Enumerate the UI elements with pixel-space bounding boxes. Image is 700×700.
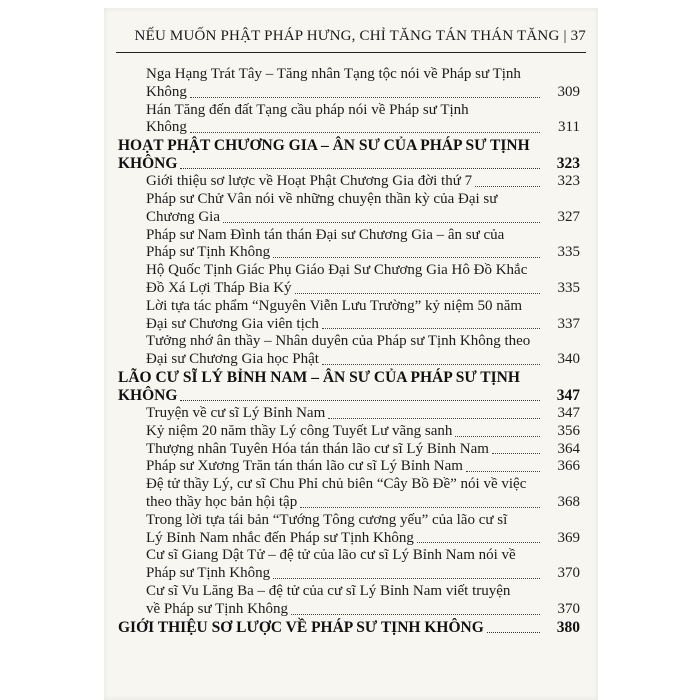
toc-leader-dots [273, 257, 540, 258]
toc-entry-title-line: Hộ Quốc Tịnh Giác Phụ Giáo Đại Sư Chương Gia Hô Đồ Khắc [146, 262, 528, 279]
toc-page-number: 347 [556, 386, 580, 404]
toc-page-number: 337 [557, 315, 580, 332]
toc-entry-title-line: Giới thiệu sơ lược về Hoạt Phật Chương Gia đời thứ 7 [146, 173, 473, 190]
toc-entry-title-line: Nga Hạng Trát Tây – Tăng nhân Tạng tộc nói về Pháp sư Tịnh [146, 66, 521, 82]
toc-section-heading [116, 137, 586, 173]
toc-entry-title-line: Pháp sư Chử Vân nói về những chuyện thần kỳ của Đại sư [146, 190, 498, 207]
toc-entry-title-line: Truyện về cư sĩ Lý Bỉnh Nam [146, 404, 326, 421]
toc-leader-dots [190, 132, 540, 133]
toc-entry-title-line: Lý Bỉnh Nam nhắc đến Pháp sư Tịnh Không [146, 529, 414, 546]
toc-entry [116, 227, 586, 263]
toc-leader-dots [180, 400, 540, 401]
toc-page-number: 370 [557, 565, 580, 582]
toc-page-number: 311 [558, 119, 580, 136]
toc-entry-title-line: Thượng nhân Tuyên Hóa tán thán lão cư sĩ Lý Bỉnh Nam [146, 440, 489, 457]
toc-leader-dots [295, 293, 540, 294]
toc-entry-title-line: Pháp sư Tịnh Không [146, 244, 271, 261]
toc-page-number: 356 [557, 422, 580, 439]
toc-entry-title-line: GIỚI THIỆU SƠ LƯỢC VỀ PHÁP SƯ TỊNH KHÔNG [118, 618, 484, 636]
toc-entry [116, 66, 586, 102]
toc-page-number: 335 [557, 279, 580, 296]
toc-leader-dots [300, 507, 540, 508]
toc-page-number: 323 [556, 155, 580, 173]
toc-section-heading [116, 619, 586, 637]
toc-entry-title-line: KHÔNG [118, 386, 178, 404]
toc-entry [116, 102, 586, 138]
toc-page-number: 370 [557, 600, 580, 617]
toc-entry [116, 423, 586, 441]
toc-entry [116, 405, 586, 423]
toc-leader-dots [466, 471, 540, 472]
toc-page-number: 368 [557, 493, 580, 510]
toc-page-number: 369 [557, 529, 580, 546]
toc-entry [116, 262, 586, 298]
toc-entry-title-line: Cư sĩ Vu Lăng Ba – đệ tử của cư sĩ Lý Bỉnh Nam viết truyện [146, 582, 511, 599]
toc-page-number: 366 [557, 458, 580, 475]
toc-entry-title-line: theo thầy học bản hội tập [146, 493, 298, 510]
toc-leader-dots [291, 614, 540, 615]
toc-leader-dots [455, 436, 540, 437]
toc-page-number: 347 [557, 404, 580, 421]
toc-entry [116, 333, 586, 369]
toc-entry-title-line: Trong lời tựa tái bản “Tướng Tông cương yếu” của lão cư sĩ [146, 511, 508, 528]
toc-entry [116, 191, 586, 227]
toc-leader-dots [475, 186, 540, 187]
toc-page-number: 327 [557, 208, 580, 225]
toc-page-number: 380 [556, 618, 580, 636]
toc-entry [116, 476, 586, 512]
toc-entry-title-line: Pháp sư Xương Trăn tán thán lão cư sĩ Lý Bỉnh Nam [146, 458, 463, 475]
header-rule [116, 52, 586, 53]
toc-entry [116, 547, 586, 583]
table-of-contents [116, 66, 586, 637]
toc-entry-title-line: LÃO CƯ SĨ LÝ BỈNH NAM – ÂN SƯ CỦA PHÁP SƯ TỊNH [118, 368, 520, 386]
toc-entry [116, 173, 586, 191]
toc-entry [116, 298, 586, 334]
toc-entry-title-line: Kỷ niệm 20 năm thầy Lý công Tuyết Lư vãng sanh [146, 422, 453, 439]
toc-page-number: 335 [557, 244, 580, 261]
toc-entry-title-line: KHÔNG [118, 155, 178, 173]
toc-entry-title-line: Đại sư Chương Gia viên tịch [146, 315, 319, 332]
toc-entry-title-line: Cư sĩ Giang Dật Tử – đệ tử của lão cư sĩ Lý Bỉnh Nam nói về [146, 547, 516, 564]
toc-leader-dots [328, 418, 540, 419]
toc-entry-title-line: Đại sư Chương Gia học Phật [146, 351, 319, 368]
toc-entry-title-line: Tưởng nhớ ân thầy – Nhân duyên của Pháp sư Tịnh Không theo [146, 333, 531, 350]
toc-leader-dots [180, 168, 540, 169]
toc-leader-dots [417, 542, 540, 543]
toc-entry [116, 458, 586, 476]
toc-leader-dots [487, 632, 540, 633]
toc-entry-title-line: Lời tựa tác phẩm “Nguyên Viễn Lưu Trường” kỷ niệm 50 năm [146, 297, 523, 314]
toc-entry-title-line: Đệ tử thầy Lý, cư sĩ Chu Phỉ chủ biên “Cây Bồ Đề” nói về việc [146, 476, 527, 493]
toc-entry-title-line: Đồ Xá Lợi Tháp Bia Ký [146, 279, 292, 296]
toc-entry-title-line: Chương Gia [146, 208, 220, 225]
book-page [104, 8, 598, 700]
toc-leader-dots [492, 453, 540, 454]
toc-leader-dots [322, 328, 540, 329]
toc-entry-title-line: Không [146, 83, 187, 100]
toc-entry-title-line: Pháp sư Nam Đình tán thán Đại sư Chương Gia – ân sư của [146, 226, 505, 243]
toc-entry [116, 583, 586, 619]
toc-page-number: 323 [557, 173, 580, 190]
toc-leader-dots [273, 578, 540, 579]
toc-entry-title-line: về Pháp sư Tịnh Không [146, 600, 289, 617]
toc-entry-title-line: HOẠT PHẬT CHƯƠNG GIA – ÂN SƯ CỦA PHÁP SƯ TỊNH [118, 137, 530, 155]
toc-entry-title-line: Không [146, 119, 187, 136]
toc-page-number: 309 [557, 83, 580, 100]
toc-section-heading [116, 369, 586, 405]
toc-page-number: 364 [557, 440, 580, 457]
toc-leader-dots [223, 222, 540, 223]
toc-leader-dots [190, 97, 540, 98]
toc-entry-title-line: Hán Tăng đến đất Tạng cầu pháp nói về Pháp sư Tịnh [146, 101, 469, 118]
toc-entry-title-line: Pháp sư Tịnh Không [146, 565, 271, 582]
running-head: NẾU MUỐN PHẬT PHÁP HƯNG, CHỈ TĂNG TÁN THÁN TĂNG | 37 [134, 28, 586, 44]
toc-page-number: 340 [557, 351, 580, 368]
toc-entry [116, 512, 586, 548]
toc-entry [116, 441, 586, 459]
toc-leader-dots [322, 364, 540, 365]
